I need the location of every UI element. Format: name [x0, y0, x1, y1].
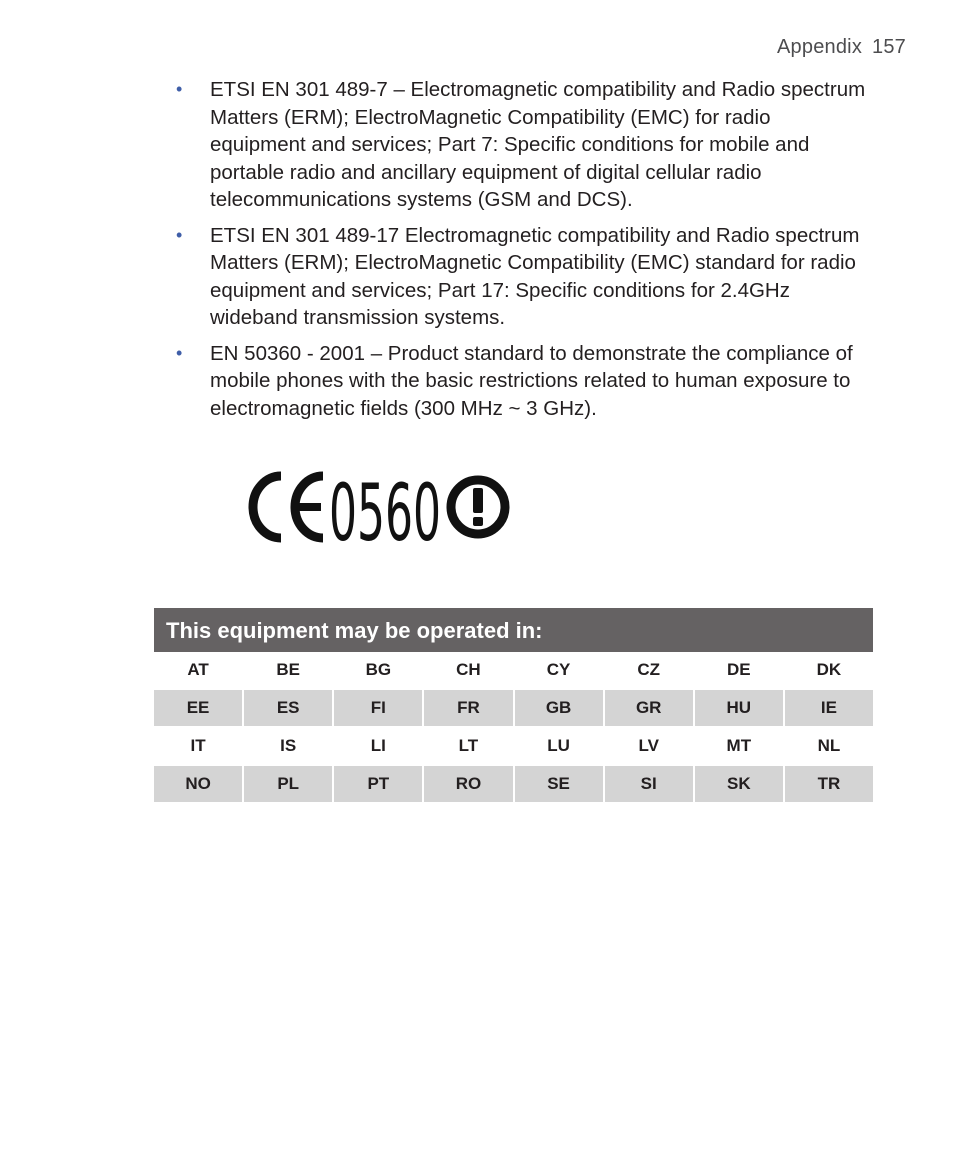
list-item-text: ETSI EN 301 489-17 Electromagnetic compatibility and Radio spectrum Matters (ERM); ElectroMagnetic Compatibility (EMC) standard for radio equipment and services; Part 17: Specific conditions for 2.4GHz wideband transmission systems.: [210, 223, 860, 329]
country-code-cell: NL: [785, 726, 873, 764]
country-code-cell: IE: [785, 688, 873, 726]
ce-c-glyph: [253, 476, 281, 538]
country-code-cell: MT: [695, 726, 783, 764]
table-row: [154, 726, 873, 764]
table-row: [154, 764, 873, 802]
list-item: [176, 340, 866, 423]
country-code-cell: GR: [605, 688, 693, 726]
countries-grid: [152, 652, 875, 802]
country-code-cell: IS: [244, 726, 332, 764]
country-code-cell: BG: [334, 652, 422, 688]
table-row: [154, 688, 873, 726]
country-code-cell: FR: [424, 688, 512, 726]
country-code-cell: FI: [334, 688, 422, 726]
section-label: Appendix: [777, 36, 863, 58]
country-code-cell: HU: [695, 688, 783, 726]
page-header: [777, 36, 906, 59]
country-code-cell: ES: [244, 688, 332, 726]
bullet-icon: •: [176, 342, 183, 363]
country-code-cell: PL: [244, 764, 332, 802]
list-item: [176, 76, 866, 214]
list-item: [176, 222, 866, 332]
standards-list: [176, 76, 866, 430]
country-code-cell: RO: [424, 764, 512, 802]
list-item-text: EN 50360 - 2001 – Product standard to demonstrate the compliance of mobile phones with the basic restrictions related to human exposure to electromagnetic fields (300 MHz ~ 3 GHz).: [210, 341, 853, 420]
ce-mark-logo: [243, 466, 513, 548]
country-code-cell: DK: [785, 652, 873, 688]
page-number: 157: [872, 36, 906, 58]
country-code-cell: LV: [605, 726, 693, 764]
country-code-cell: LU: [515, 726, 603, 764]
country-code-cell: DE: [695, 652, 783, 688]
country-code-cell: LT: [424, 726, 512, 764]
country-code-cell: CZ: [605, 652, 693, 688]
bullet-icon: •: [176, 79, 183, 99]
country-code-cell: BE: [244, 652, 332, 688]
country-code-cell: PT: [334, 764, 422, 802]
country-code-cell: SI: [605, 764, 693, 802]
list-item-text: ETSI EN 301 489-7 – Electromagnetic compatibility and Radio spectrum Matters (ERM); ElectroMagnetic Compatibility (EMC) for radio equipment and services; Part 7: Specific conditions for mobile and portable radio and ancillary equipment of digital cellular radio telecommunications systems (GSM and DCS).: [210, 78, 866, 211]
country-code-cell: LI: [334, 726, 422, 764]
country-code-cell: NO: [154, 764, 242, 802]
country-code-cell: CY: [515, 652, 603, 688]
country-code-cell: GB: [515, 688, 603, 726]
countries-table: [154, 608, 873, 802]
country-code-cell: CH: [424, 652, 512, 688]
country-code-cell: IT: [154, 726, 242, 764]
country-code-cell: SE: [515, 764, 603, 802]
country-code-cell: AT: [154, 652, 242, 688]
bullet-icon: •: [176, 224, 183, 245]
country-code-cell: TR: [785, 764, 873, 802]
country-code-cell: SK: [695, 764, 783, 802]
table-row: [154, 652, 873, 688]
country-code-cell: EE: [154, 688, 242, 726]
notified-body-number: 0560: [329, 469, 441, 548]
table-title: This equipment may be operated in:: [154, 608, 873, 652]
alert-icon: [451, 480, 505, 534]
countries-grid-body: [154, 652, 873, 802]
